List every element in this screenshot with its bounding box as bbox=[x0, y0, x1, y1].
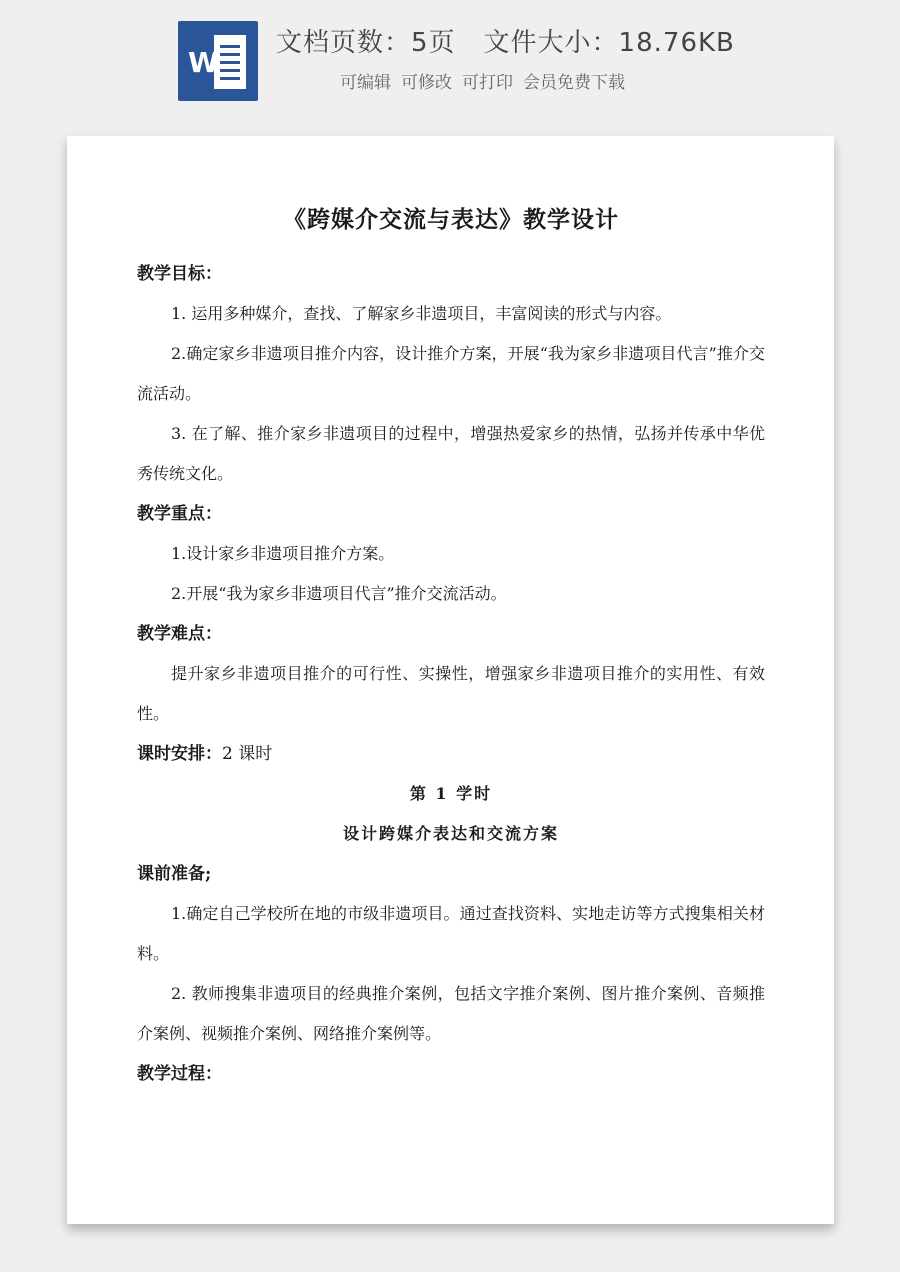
permissions-line bbox=[340, 68, 635, 93]
document-info-header bbox=[0, 0, 900, 120]
goal-item: 1. 运用多种媒介，查找、了解家乡非遗项目，丰富阅读的形式与内容。 bbox=[171, 304, 672, 323]
schedule-value: 2 课时 bbox=[222, 744, 273, 764]
lesson-subheading: 设计跨媒介表达和交流方案 bbox=[342, 824, 559, 843]
preparation-item: 1.确定自己学校所在地的市级非遗项目。通过查找资料、实地走访等方式搜集相关材料。 bbox=[137, 904, 765, 963]
key-point-item: 2.开展“我为家乡非遗项目代言”推介交流活动。 bbox=[171, 584, 507, 603]
word-letter: W bbox=[188, 46, 219, 79]
word-icon bbox=[178, 21, 258, 101]
difficulties-text: 提升家乡非遗项目推介的可行性、实操性，增强家乡非遗项目推介的实用性、有效性。 bbox=[137, 664, 765, 723]
key-points-heading: 教学重点： bbox=[137, 504, 222, 524]
file-size-label: 文件大小：18.76KB bbox=[483, 28, 735, 58]
document-title: 《跨媒介交流与表达》教学设计 bbox=[283, 206, 619, 233]
perm-printable: 可打印 bbox=[462, 73, 513, 93]
goal-item: 2.确定家乡非遗项目推介内容，设计推介方案，开展“我为家乡非遗项目代言”推介交流活动。 bbox=[137, 344, 765, 403]
goals-heading: 教学目标： bbox=[137, 264, 222, 284]
perm-modifiable: 可修改 bbox=[401, 73, 452, 93]
preparation-item: 2. 教师搜集非遗项目的经典推介案例，包括文字推介案例、图片推介案例、音频推介案例、视频推介案例、网络推介案例等。 bbox=[137, 984, 765, 1043]
document-page bbox=[67, 136, 834, 1224]
doc-pages-label: 文档页数：5页 bbox=[276, 28, 456, 58]
perm-editable: 可编辑 bbox=[340, 73, 391, 93]
goal-item: 3. 在了解、推介家乡非遗项目的过程中，增强热爱家乡的热情，弘扬并传承中华优秀传统文化。 bbox=[137, 424, 765, 483]
document-content bbox=[137, 196, 765, 1094]
schedule-heading: 课时安排： bbox=[137, 744, 222, 764]
key-point-item: 1.设计家乡非遗项目推介方案。 bbox=[171, 544, 395, 563]
lesson-heading: 第 1 学时 bbox=[409, 784, 493, 803]
process-heading: 教学过程： bbox=[137, 1064, 222, 1084]
preparation-heading: 课前准备; bbox=[137, 864, 212, 884]
doc-meta bbox=[276, 22, 735, 59]
perm-member-download: 会员免费下载 bbox=[523, 73, 625, 93]
schedule-line bbox=[137, 734, 765, 774]
difficulties-heading: 教学难点： bbox=[137, 624, 222, 644]
